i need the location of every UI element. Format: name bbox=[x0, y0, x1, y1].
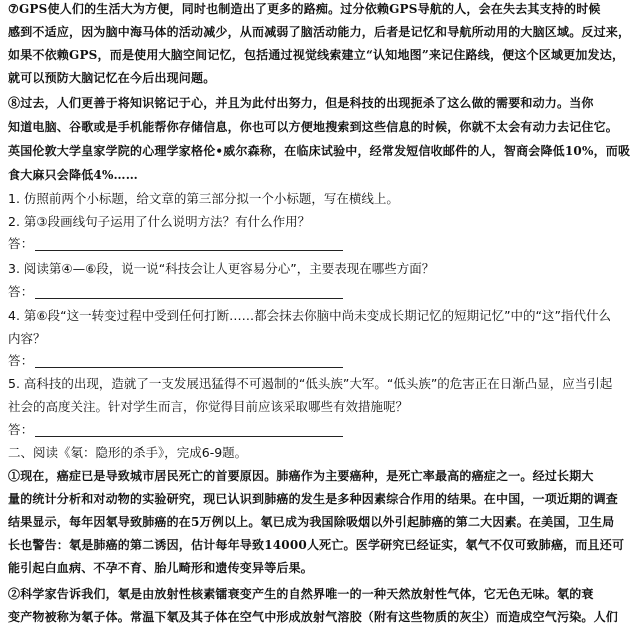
paragraph-8-line-4: 食大麻只会降低4%…… bbox=[8, 168, 138, 182]
paragraph-8-line-3: 英国伦敦大学皇家学院的心理学家格伦•威尔森称，在临床试验中，经常发短信收邮件的人，智商会降低10%，而吸 bbox=[8, 144, 630, 158]
answer-label: 答： bbox=[8, 353, 34, 368]
question-5-line-1: 5. 高科技的出现，造就了一支发展迅猛得不可遏制的“低头族”大军。“低头族”的危害正在日渐凸显，应当引起 bbox=[8, 376, 613, 391]
answer-blank[interactable] bbox=[35, 355, 343, 368]
answer-line-5[interactable] bbox=[8, 423, 535, 437]
question-2: 2. 第③段画线句子运用了什么说明方法？有什么作用？ bbox=[8, 214, 311, 229]
question-3: 3. 阅读第④—⑥段，说一说“科技会让人更容易分心”，主要表现在哪些方面？ bbox=[8, 261, 435, 276]
section-2-paragraph-1-line-5: 能引起白血病、不孕不育、胎儿畸形和遗传变异等后果。 bbox=[8, 561, 314, 575]
question-5-line-2: 社会的高度关注。针对学生而言，你觉得目前应该采取哪些有效措施呢？ bbox=[8, 399, 409, 414]
answer-blank[interactable] bbox=[35, 238, 343, 251]
paragraph-7-line-2: 感到不适应，因为脑中海马体的活动减少，从而减弱了脑活动能力，后者是记忆和导航所动用的大脑区域。反过来， bbox=[8, 25, 630, 39]
paragraph-7-line-4: 就可以预防大脑记忆在今后出现问题。 bbox=[8, 71, 216, 85]
answer-blank[interactable] bbox=[35, 286, 343, 299]
section-2-paragraph-1-line-4: 长也警告：氡是肺癌的第二诱因，估计每年导致14000人死亡。医学研究已经证实，氡气不仅可致肺癌，而且还可 bbox=[8, 538, 625, 552]
section-2-paragraph-1-line-3: 结果显示，每年因氡导致肺癌的在5万例以上。氡已成为我国除吸烟以外引起肺癌的第二大因素。在美国，卫生局 bbox=[8, 515, 615, 529]
section-2-paragraph-1-line-1: ①现在，癌症已是导致城市居民死亡的首要原因。肺癌作为主要癌种，是死亡率最高的癌症之一。经过长期大 bbox=[8, 469, 594, 483]
paragraph-8-line-1: ⑧过去，人们更善于将知识铭记于心，并且为此付出努力，但是科技的出现扼杀了这么做的需要和动力。当你 bbox=[8, 96, 594, 110]
answer-label: 答： bbox=[8, 422, 34, 437]
section-2-paragraph-2-line-2: 变产物被称为氡子体。常温下氡及其子体在空气中形成放射气溶胶（附有这些物质的灰尘）而造成空气污染。人们 bbox=[8, 610, 619, 624]
section-2-paragraph-2-line-1: ②科学家告诉我们，氡是由放射性核素镭衰变产生的自然界唯一的一种天然放射性气体，它无色无味。氡的衰 bbox=[8, 587, 594, 601]
question-4-line-2: 内容？ bbox=[8, 331, 46, 346]
question-4-line-1: 4. 第⑥段“这一转变过程中受到任何打断……都会抹去你脑中尚未变成长期记忆的短期记忆”中的“这”指代什么 bbox=[8, 308, 612, 323]
paragraph-7-line-1: ⑦GPS使人们的生活大为方便，同时也制造出了更多的路痴。过分依赖GPS导航的人，会在失去其支持的时候 bbox=[8, 2, 601, 16]
answer-line-3[interactable] bbox=[8, 285, 535, 299]
section-2-heading: 二、阅读《氡：隐形的杀手》，完成6-9题。 bbox=[8, 445, 248, 460]
section-2-paragraph-1-line-2: 量的统计分析和对动物的实验研究，现已认识到肺癌的发生是多种因素综合作用的结果。在中国，一项近期的调查 bbox=[8, 492, 619, 506]
paragraph-7-line-3: 如果不依赖GPS，而是使用大脑空间记忆，包括通过视觉线索建立“认知地图”来记住路线，便这个区域更加发达， bbox=[8, 48, 625, 62]
answer-label: 答： bbox=[8, 236, 34, 251]
paragraph-8-line-2: 知道电脑、谷歌或是手机能帮你存储信息，你也可以方便地搜索到这些信息的时候，你就不太会有动力去记住它。 bbox=[8, 120, 619, 134]
answer-line-4[interactable] bbox=[8, 354, 535, 368]
question-1: 1. 仿照前两个小标题，给文章的第三部分拟一个小标题，写在横线上。 bbox=[8, 191, 399, 206]
answer-blank[interactable] bbox=[35, 424, 343, 437]
answer-label: 答： bbox=[8, 284, 34, 299]
answer-line-2[interactable] bbox=[8, 237, 535, 251]
